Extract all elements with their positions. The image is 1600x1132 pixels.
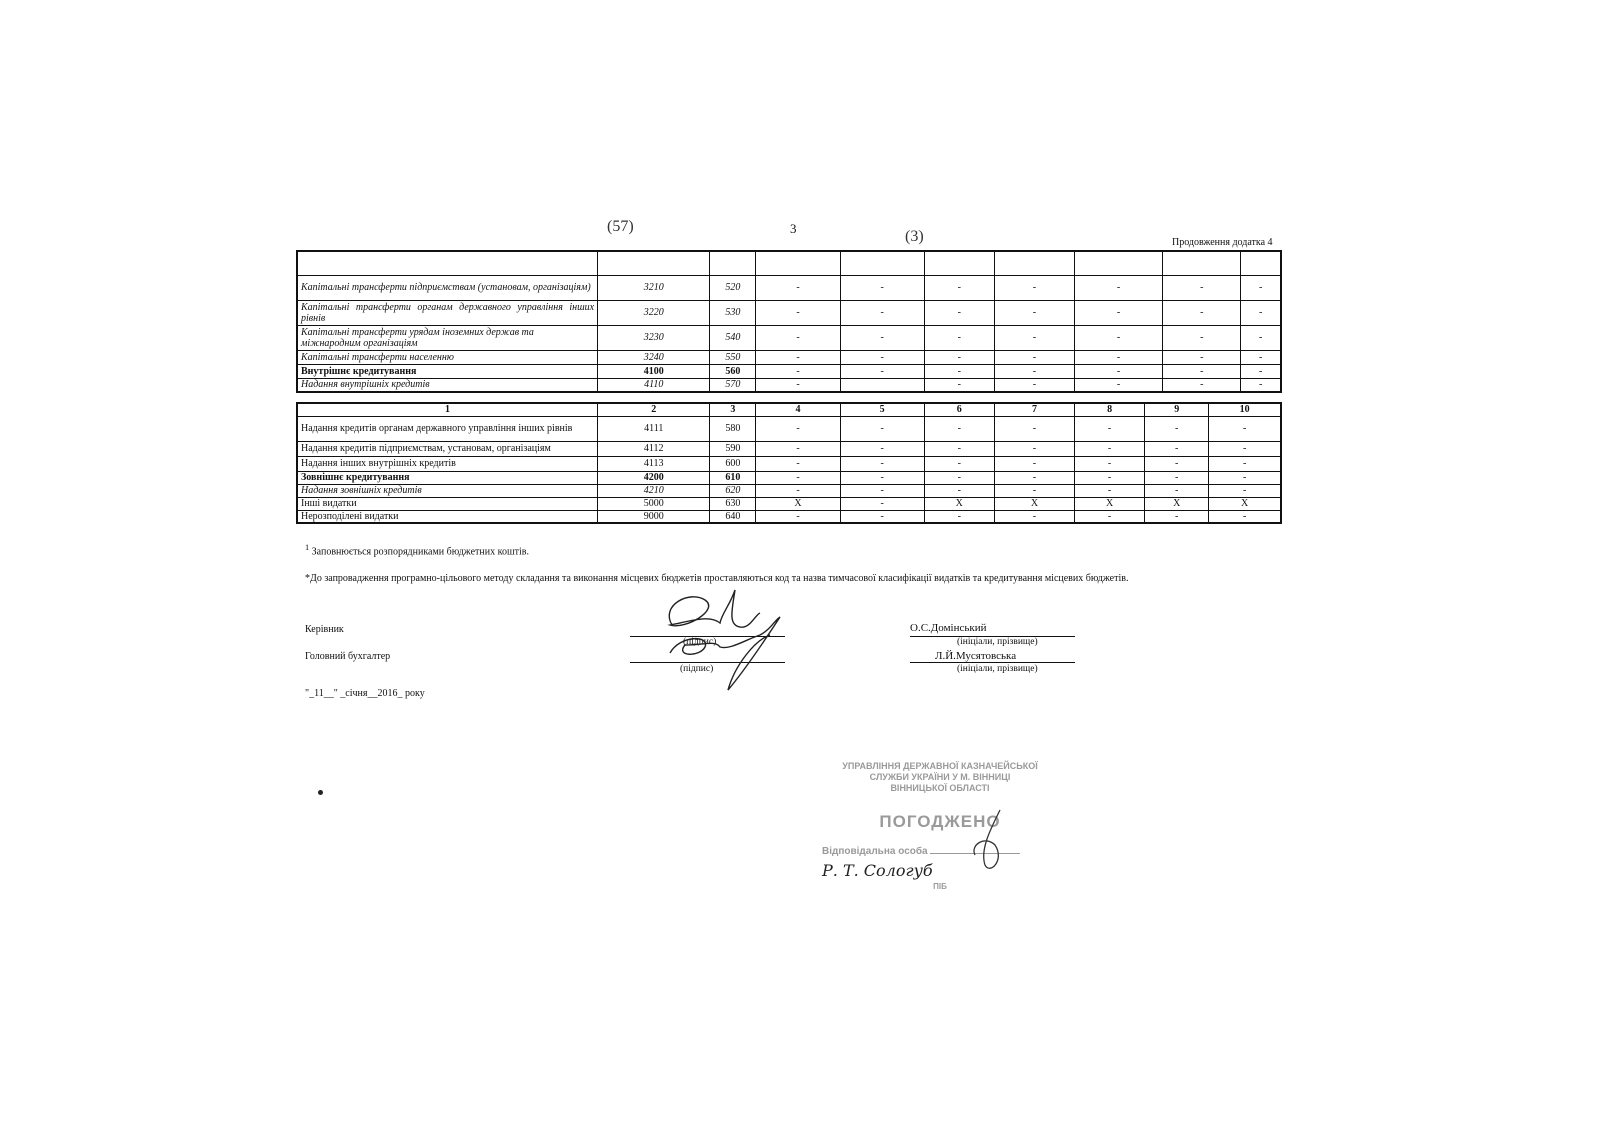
row-name: Надання зовнішніх кредитів — [297, 484, 598, 497]
table-row — [297, 510, 1281, 523]
table-row — [297, 378, 1281, 392]
accountant-name: Л.Й.Мусятовська — [935, 650, 1017, 662]
row-value: - — [840, 510, 924, 523]
row-value: - — [1075, 416, 1145, 441]
row-value: - — [994, 416, 1074, 441]
table-row — [297, 497, 1281, 510]
table-row — [297, 441, 1281, 456]
row-line-code: 540 — [710, 325, 756, 350]
lower-table-body — [297, 403, 1281, 523]
row-value: - — [994, 350, 1074, 364]
row-value: - — [840, 456, 924, 471]
column-number: 2 — [598, 403, 710, 416]
table-row — [297, 350, 1281, 364]
stamp-responsible — [822, 846, 1058, 857]
row-value: - — [1209, 416, 1281, 441]
row-value: - — [1241, 300, 1281, 325]
row-code: 4111 — [598, 416, 710, 441]
row-value: - — [840, 441, 924, 456]
row-value: - — [994, 378, 1074, 392]
footnote-1 — [305, 543, 529, 557]
row-value: - — [1145, 471, 1209, 484]
row-value: - — [1241, 275, 1281, 300]
row-value: - — [994, 510, 1074, 523]
row-value: - — [1145, 441, 1209, 456]
footnote-1-mark: 1 — [305, 543, 310, 552]
signature-caption: (підпис) — [680, 664, 714, 674]
row-value: - — [1075, 350, 1163, 364]
row-code: 4200 — [598, 471, 710, 484]
row-value: - — [924, 378, 994, 392]
table-row — [297, 300, 1281, 325]
row-value: - — [1075, 456, 1145, 471]
column-number: 6 — [924, 403, 994, 416]
table-row — [297, 325, 1281, 350]
row-value: - — [1163, 364, 1241, 378]
row-value: - — [924, 510, 994, 523]
row-value: - — [840, 364, 924, 378]
row-value: - — [1209, 471, 1281, 484]
upper-table-body — [297, 251, 1281, 392]
footnote-1-text: Заповнюється розпорядниками бюджетних коштів. — [311, 546, 530, 558]
row-value: X — [924, 497, 994, 510]
column-number: 1 — [297, 403, 598, 416]
row-code: 3210 — [598, 275, 710, 300]
row-value: - — [1241, 364, 1281, 378]
column-number: 9 — [1145, 403, 1209, 416]
row-value: - — [1075, 300, 1163, 325]
row-name: Капітальні трансферти населенню — [297, 350, 598, 364]
row-name: Надання інших внутрішніх кредитів — [297, 456, 598, 471]
row-line-code: 590 — [710, 441, 756, 456]
row-value: - — [924, 416, 994, 441]
row-name: Капітальні трансферти урядам іноземних держав та міжнародним організаціям — [297, 325, 598, 350]
row-value: - — [1145, 416, 1209, 441]
continuation-label: Продовження додатка 4 — [1172, 237, 1273, 248]
row-line-code: 560 — [710, 364, 756, 378]
stamp-signature — [960, 805, 1020, 885]
head-label: Керівник — [305, 624, 344, 635]
row-value: - — [994, 364, 1074, 378]
row-value: - — [840, 416, 924, 441]
row-value: X — [756, 497, 840, 510]
row-value — [840, 378, 924, 392]
row-value: - — [1209, 456, 1281, 471]
stamp-line-2: СЛУЖБИ УКРАЇНИ У М. ВІННИЦІ — [869, 772, 1011, 782]
row-value: - — [924, 456, 994, 471]
row-value: - — [1241, 325, 1281, 350]
row-value: - — [840, 484, 924, 497]
row-value: - — [924, 484, 994, 497]
row-value: - — [756, 325, 840, 350]
row-line-code: 580 — [710, 416, 756, 441]
row-value: - — [840, 275, 924, 300]
row-value: - — [1241, 350, 1281, 364]
row-value: - — [756, 471, 840, 484]
handwritten-signature — [650, 585, 800, 700]
row-code: 9000 — [598, 510, 710, 523]
row-code: 4100 — [598, 364, 710, 378]
row-value: - — [994, 456, 1074, 471]
stamp-line-3: ВІННИЦЬКОЇ ОБЛАСТІ — [890, 783, 990, 793]
row-line-code: 640 — [710, 510, 756, 523]
stamp-handwritten-name: Р. Т. Сологуб — [822, 861, 933, 880]
table-row — [297, 364, 1281, 378]
row-value: - — [1163, 378, 1241, 392]
row-value: - — [1075, 471, 1145, 484]
row-value: - — [756, 456, 840, 471]
row-value: - — [756, 441, 840, 456]
row-value: - — [840, 325, 924, 350]
row-line-code: 520 — [710, 275, 756, 300]
table-row — [297, 484, 1281, 497]
lower-table — [296, 402, 1282, 524]
signature-caption: (підпис) — [683, 637, 717, 647]
row-value: - — [1145, 484, 1209, 497]
row-line-code: 570 — [710, 378, 756, 392]
column-number: 7 — [994, 403, 1074, 416]
name-caption: (ініціали, прізвище) — [957, 664, 1038, 674]
row-value: - — [1075, 275, 1163, 300]
stamp-approved: ПОГОДЖЕНО — [879, 812, 1001, 831]
row-code: 3240 — [598, 350, 710, 364]
row-name: Капітальні трансферти органам державного управління інших рівнів — [297, 300, 598, 325]
row-value: - — [924, 300, 994, 325]
row-value: - — [1241, 378, 1281, 392]
row-value: - — [756, 275, 840, 300]
row-code: 4113 — [598, 456, 710, 471]
column-number: 3 — [710, 403, 756, 416]
table-row — [297, 471, 1281, 484]
row-line-code: 610 — [710, 471, 756, 484]
row-value: - — [1163, 350, 1241, 364]
row-name: Нерозподілені видатки — [297, 510, 598, 523]
row-name: Надання кредитів органам державного управління інших рівнів — [297, 416, 598, 441]
handwritten-page-mark: (3) — [905, 228, 924, 245]
row-name: Зовнішнє кредитування — [297, 471, 598, 484]
row-value: X — [1209, 497, 1281, 510]
row-value: - — [1145, 510, 1209, 523]
row-line-code: 550 — [710, 350, 756, 364]
column-number: 10 — [1209, 403, 1281, 416]
row-value: - — [924, 325, 994, 350]
row-value: - — [756, 510, 840, 523]
footnote-2: *До запровадження програмно-цільового методу складання та виконання місцевих бюджетів проставляються код та назва тимчасової класифікації видатків та кредитування місцевих бюджетів. — [305, 573, 1129, 584]
dot-mark — [318, 790, 323, 795]
column-number: 4 — [756, 403, 840, 416]
row-value: - — [1209, 441, 1281, 456]
table-header-row — [297, 251, 1281, 275]
row-name: Надання внутрішніх кредитів — [297, 378, 598, 392]
row-line-code: 530 — [710, 300, 756, 325]
row-line-code: 630 — [710, 497, 756, 510]
row-value: - — [756, 350, 840, 364]
row-value: - — [994, 275, 1074, 300]
column-number: 8 — [1075, 403, 1145, 416]
row-line-code: 600 — [710, 456, 756, 471]
row-value: X — [1145, 497, 1209, 510]
row-value: - — [1163, 325, 1241, 350]
row-value: - — [1163, 300, 1241, 325]
row-name: Надання кредитів підприємствам, установам, організаціям — [297, 441, 598, 456]
page-number: 3 — [790, 221, 797, 236]
stamp-line-1: УПРАВЛІННЯ ДЕРЖАВНОЇ КАЗНАЧЕЙСЬКОЇ — [842, 761, 1038, 771]
row-value: - — [840, 300, 924, 325]
row-value: - — [924, 441, 994, 456]
row-value: - — [1075, 441, 1145, 456]
row-name: Інші видатки — [297, 497, 598, 510]
row-value: X — [1075, 497, 1145, 510]
row-name: Капітальні трансферти підприємствам (установам, організаціям) — [297, 275, 598, 300]
row-value: - — [840, 471, 924, 484]
row-value: - — [924, 275, 994, 300]
column-number: 5 — [840, 403, 924, 416]
row-value: - — [756, 378, 840, 392]
row-value: - — [994, 441, 1074, 456]
table-row — [297, 275, 1281, 300]
row-code: 3230 — [598, 325, 710, 350]
row-value: - — [840, 497, 924, 510]
row-code: 4112 — [598, 441, 710, 456]
row-value: - — [756, 416, 840, 441]
row-value: X — [994, 497, 1074, 510]
row-value: - — [1075, 378, 1163, 392]
row-value: - — [924, 350, 994, 364]
table-row — [297, 416, 1281, 441]
row-value: - — [756, 364, 840, 378]
stamp-responsible-label: Відповідальна особа — [822, 846, 928, 857]
column-number-row — [297, 403, 1281, 416]
row-value: - — [994, 484, 1074, 497]
row-value: - — [1145, 456, 1209, 471]
name-line — [910, 662, 1075, 663]
head-name: О.С.Домінський — [910, 622, 987, 634]
row-value: - — [1163, 275, 1241, 300]
row-code: 4110 — [598, 378, 710, 392]
row-value: - — [924, 471, 994, 484]
row-name: Внутрішнє кредитування — [297, 364, 598, 378]
row-value: - — [1075, 510, 1145, 523]
row-value: - — [994, 325, 1074, 350]
approval-stamp — [822, 761, 1058, 911]
row-value: - — [994, 471, 1074, 484]
row-code: 3220 — [598, 300, 710, 325]
row-code: 5000 — [598, 497, 710, 510]
row-value: - — [1209, 510, 1281, 523]
row-value: - — [1075, 484, 1145, 497]
table-row — [297, 456, 1281, 471]
row-value: - — [840, 350, 924, 364]
document-date: "_11__" _січня__2016_ року — [305, 688, 425, 699]
row-value: - — [924, 364, 994, 378]
accountant-label: Головний бухгалтер — [305, 651, 391, 662]
row-value: - — [756, 484, 840, 497]
stamp-pib: ПІБ — [933, 882, 947, 891]
row-value: - — [1075, 364, 1163, 378]
row-value: - — [756, 300, 840, 325]
name-caption: (ініціали, прізвище) — [957, 637, 1038, 647]
row-value: - — [994, 300, 1074, 325]
row-line-code: 620 — [710, 484, 756, 497]
row-value: - — [1075, 325, 1163, 350]
handwritten-page-mark: (57) — [607, 218, 634, 235]
row-code: 4210 — [598, 484, 710, 497]
upper-table — [296, 250, 1282, 393]
row-value: - — [1209, 484, 1281, 497]
